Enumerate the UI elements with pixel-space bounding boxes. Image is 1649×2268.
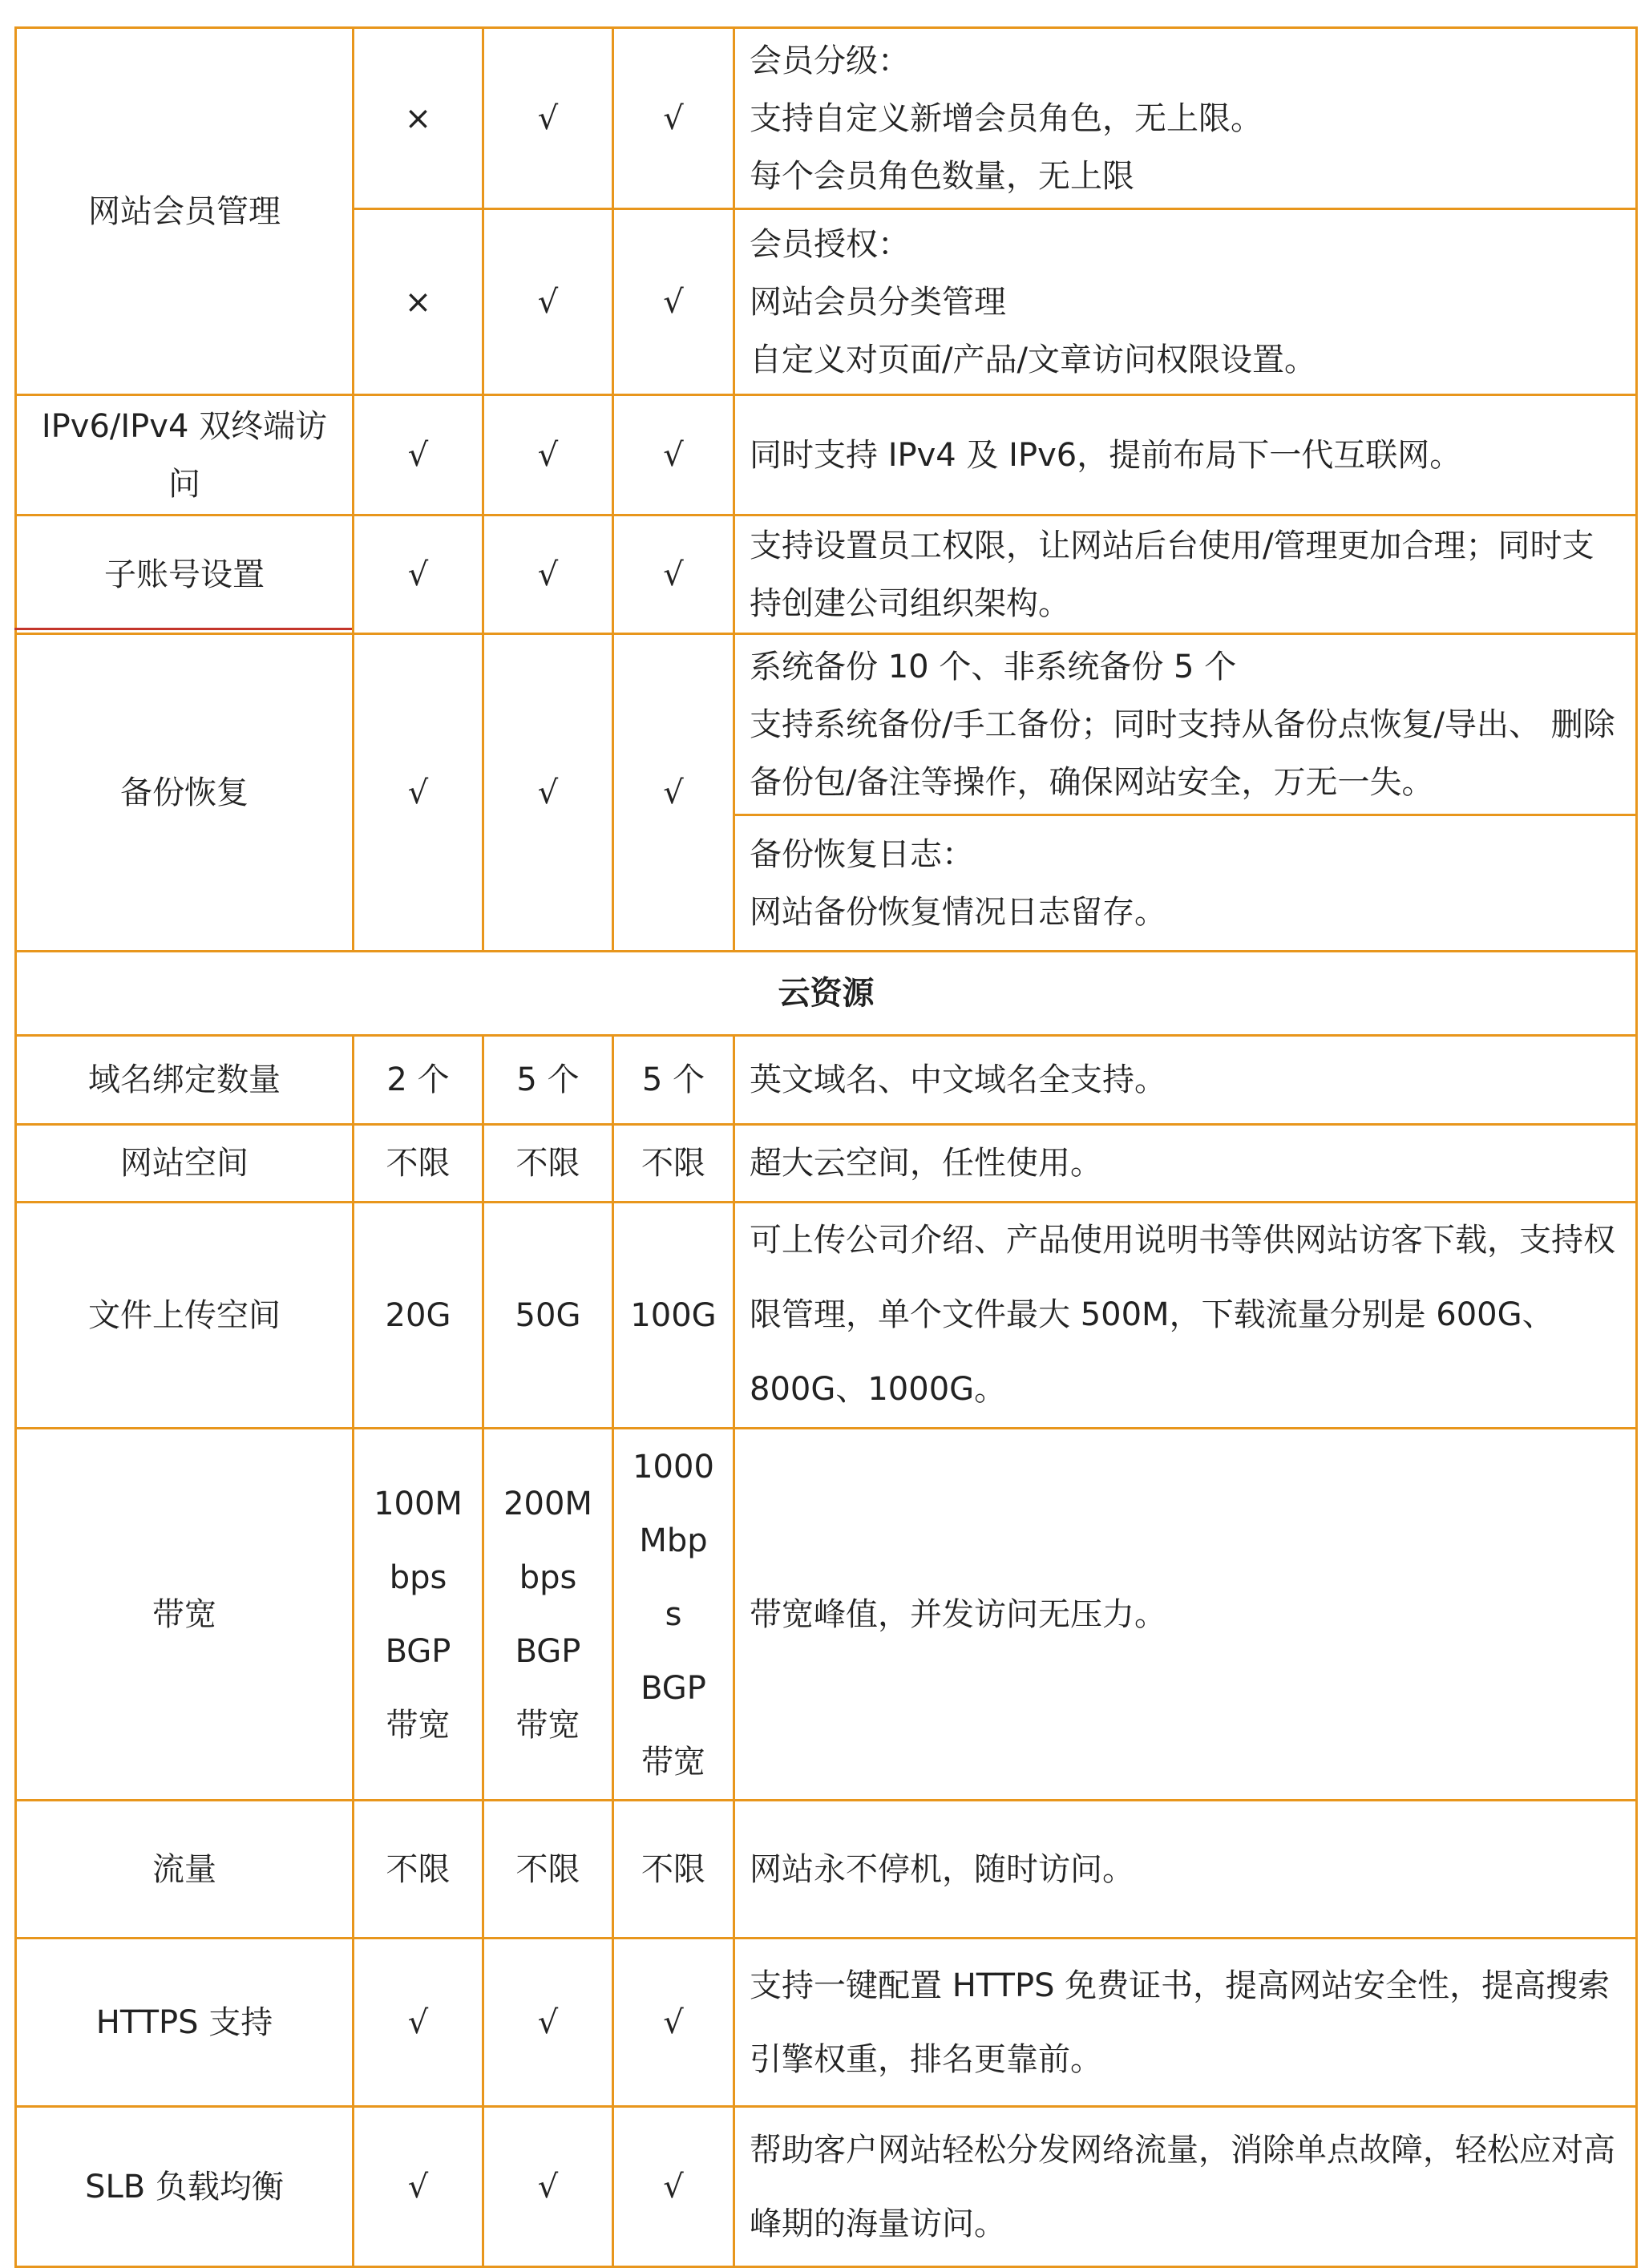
plan-2-value: 50G [483,1203,613,1429]
value-line: BGP [515,1632,581,1670]
feature-cell: HTTPS 支持 [16,1939,354,2107]
value-line: bps [519,1558,577,1596]
description-cell [734,209,1637,395]
table-row [16,2107,1637,2267]
description-line: 备份恢复日志： [750,835,974,873]
plan-1-value: 不限 [354,1125,483,1203]
plan-3-value [613,1429,734,1801]
feature-comparison-table [14,26,1638,2268]
plan-3-value: √ [613,2107,734,2267]
feature-cell: 子账号设置 [16,515,354,634]
plan-2-value: √ [483,1939,613,2107]
value-line: BGP [385,1632,451,1670]
description-cell: 同时支持 IPv4 及 IPv6，提前布局下一代互联网。 [734,395,1637,515]
description-cell [734,634,1637,815]
plan-1-value: √ [354,515,483,634]
table-row [16,1801,1637,1939]
value-line: BGP [641,1669,706,1707]
plan-1-value: √ [354,634,483,952]
description-line: 会员分级： [750,42,910,79]
table-row [16,1125,1637,1203]
feature-cell: 备份恢复 [16,634,354,952]
value-line: 带宽 [641,1743,705,1781]
feature-cell: SLB 负载均衡 [16,2107,354,2267]
description-cell: 英文域名、中文域名全支持。 [734,1036,1637,1125]
plan-1-value: √ [354,395,483,515]
description-line: 支持系统备份/手工备份；同时支持从备份点恢复/导出、 删除备份包/备注等操作，确保网站安全，万无一失。 [750,705,1615,801]
plan-3-value: 100G [613,1203,734,1429]
plan-1-value: √ [354,1939,483,2107]
description-cell: 超大云空间，任性使用。 [734,1125,1637,1203]
table-row [16,515,1637,634]
description-line: 每个会员角色数量，无上限 [750,157,1134,195]
feature-cell: 文件上传空间 [16,1203,354,1429]
plan-1-value: 20G [354,1203,483,1429]
description-cell: 网站永不停机，随时访问。 [734,1801,1637,1939]
value-line: 1000 [633,1448,714,1486]
table-row [16,1203,1637,1429]
description-cell: 支持一键配置 HTTPS 免费证书，提高网站安全性，提高搜索引擎权重，排名更靠前。 [734,1939,1637,2107]
description-cell [734,815,1637,952]
value-line: s [665,1595,682,1633]
description-cell [734,28,1637,209]
plan-1-value: 不限 [354,1801,483,1939]
plan-1-value: × [354,28,483,209]
value-line: 带宽 [515,1706,580,1744]
description-cell: 带宽峰值，并发访问无压力。 [734,1429,1637,1801]
value-line: 带宽 [386,1706,451,1744]
plan-1-value: √ [354,2107,483,2267]
plan-3-value: √ [613,515,734,634]
description-line: 会员授权： [750,225,910,263]
table-row [16,28,1637,209]
plan-1-value: 2 个 [354,1036,483,1125]
value-line: 100M [374,1485,463,1522]
plan-2-value: 不限 [483,1801,613,1939]
plan-3-value: √ [613,634,734,952]
description-line: 支持自定义新增会员角色，无上限。 [750,99,1263,137]
value-line: bps [389,1558,447,1596]
table-row [16,1429,1637,1801]
description-line: 网站会员分类管理 [750,283,1006,321]
feature-cell: 网站会员管理 [16,28,354,395]
plan-1-value: × [354,209,483,395]
description-cell: 帮助客户网站轻松分发网络流量，消除单点故障，轻松应对高峰期的海量访问。 [734,2107,1637,2267]
table-row [16,1939,1637,2107]
section-header-row [16,952,1637,1036]
plan-2-value: 不限 [483,1125,613,1203]
plan-2-value: √ [483,28,613,209]
value-line: 200M [503,1485,592,1522]
plan-3-value: √ [613,1939,734,2107]
feature-cell: 带宽 [16,1429,354,1801]
plan-2-value: √ [483,2107,613,2267]
description-line: 自定义对页面/产品/文章访问权限设置。 [750,341,1316,378]
plan-1-value [354,1429,483,1801]
plan-3-value: √ [613,209,734,395]
table-row [16,634,1637,815]
plan-2-value: √ [483,634,613,952]
plan-3-value: √ [613,395,734,515]
feature-cell: IPv6/IPv4 双终端访问 [16,395,354,515]
plan-3-value: √ [613,28,734,209]
plan-2-value [483,1429,613,1801]
description-line: 系统备份 10 个、非系统备份 5 个 [750,648,1237,685]
plan-2-value: 5 个 [483,1036,613,1125]
section-title: 云资源 [16,952,1637,1036]
description-line: 网站备份恢复情况日志留存。 [750,893,1166,931]
table-row [16,395,1637,515]
feature-cell: 网站空间 [16,1125,354,1203]
plan-2-value: √ [483,395,613,515]
description-cell: 支持设置员工权限，让网站后台使用/管理更加合理；同时支持创建公司组织架构。 [734,515,1637,634]
plan-3-value: 5 个 [613,1036,734,1125]
red-divider-line [14,628,352,630]
description-cell: 可上传公司介绍、产品使用说明书等供网站访客下载，支持权限管理，单个文件最大 500M，下载流量分别是 600G、800G、1000G。 [734,1203,1637,1429]
feature-cell: 流量 [16,1801,354,1939]
plan-2-value: √ [483,209,613,395]
plan-3-value: 不限 [613,1125,734,1203]
plan-3-value: 不限 [613,1801,734,1939]
feature-cell: 域名绑定数量 [16,1036,354,1125]
value-line: Mbp [639,1522,708,1559]
table-row [16,1036,1637,1125]
plan-2-value: √ [483,515,613,634]
